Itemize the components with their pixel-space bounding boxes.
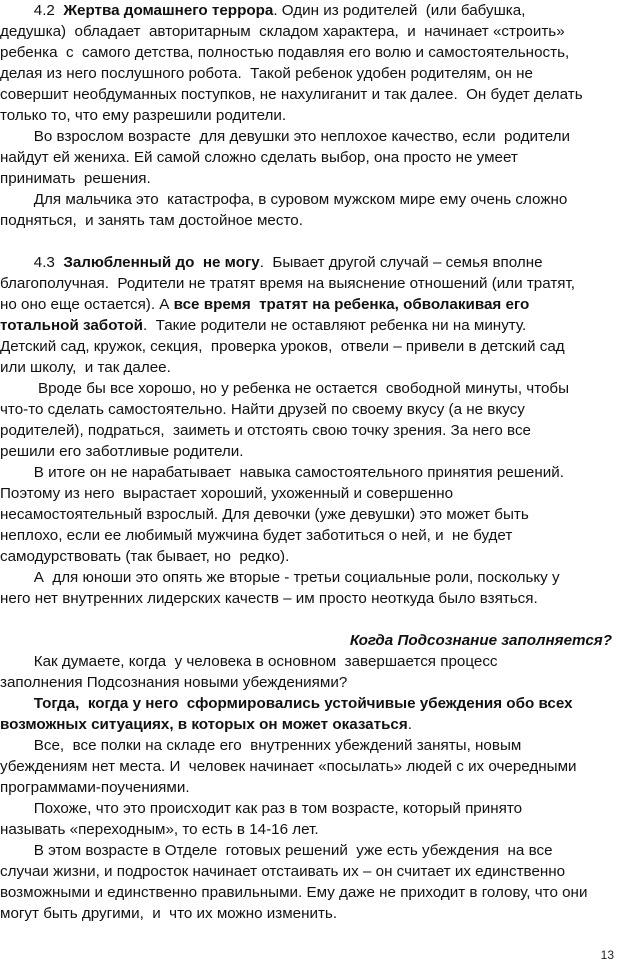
- text-run: решили его заботливые родители.: [0, 443, 244, 460]
- text-line: [0, 756, 620, 777]
- bold-text: Тогда, когда у него сформировались устойчивые убеждения обо всех: [0, 695, 573, 712]
- text-run: что-то сделать самостоятельно. Найти друзей по своему вкусу (а не вкусу: [0, 401, 525, 418]
- text-run: Детский сад, кружок, секция, проверка уроков, отвели – привели в детский сад: [0, 338, 565, 355]
- text-line: [0, 525, 620, 546]
- text-line: [0, 798, 620, 819]
- text-line: [0, 651, 620, 672]
- text-line: [0, 840, 620, 861]
- text-run: только то, что ему разрешили родители.: [0, 107, 287, 124]
- text-line: [0, 693, 620, 714]
- text-line: [0, 189, 620, 210]
- text-line: [0, 42, 620, 63]
- text-run: принимать решения.: [0, 170, 151, 187]
- text-run: .: [407, 716, 412, 733]
- text-run: программами-поучениями.: [0, 779, 190, 796]
- text-run: или школу, и так далее.: [0, 359, 171, 376]
- text-line: [0, 294, 620, 315]
- text-run: него нет внутренних лидерских качеств – им просто неоткуда было взяться.: [0, 590, 538, 607]
- text-run: . Один из родителей (или бабушка,: [273, 2, 526, 19]
- section-heading: [0, 630, 612, 651]
- text-line: [0, 168, 620, 189]
- text-line: [0, 63, 620, 84]
- text-run: несамостоятельный взрослый. Для девочки (уже девушки) это может быть: [0, 506, 529, 523]
- text-run: ребенка с самого детства, полностью подавляя его волю и самостоятельность,: [0, 44, 570, 61]
- text-run: возможными и единственно правильными. Ему даже не приходит в голову, что они: [0, 884, 588, 901]
- text-run: В этом возрасте в Отделе готовых решений уже есть убеждения на все: [0, 842, 553, 859]
- text-line: [0, 777, 620, 798]
- text-line: [0, 567, 620, 588]
- text-run: 4.3: [0, 254, 64, 271]
- text-run: А для юноши это опять же вторые - третьи социальные роли, поскольку у: [0, 569, 560, 586]
- text-run: называть «переходным», то есть в 14-16 лет.: [0, 821, 319, 838]
- text-line: [0, 273, 620, 294]
- text-run: но оно еще остается). А: [0, 296, 174, 313]
- text-run: случаи жизни, и подросток начинает отстаивать их – он считает их единственно: [0, 863, 566, 880]
- text-line: [0, 105, 620, 126]
- text-run: . Бывает другой случай – семья вполне: [259, 254, 543, 271]
- text-run: могут быть другими, и что их можно изменить.: [0, 905, 338, 922]
- text-line: [0, 336, 620, 357]
- text-run: Похоже, что это происходит как раз в том возрасте, который принято: [0, 800, 523, 817]
- text-line: [0, 861, 620, 882]
- text-line: [0, 588, 620, 609]
- text-line: [0, 399, 620, 420]
- text-line: [0, 0, 620, 21]
- text-run: Вроде бы все хорошо, но у ребенка не остается свободной минуты, чтобы: [0, 380, 570, 397]
- text-line: [0, 882, 620, 903]
- text-run: Поэтому из него вырастает хороший, ухоженный и совершенно: [0, 485, 454, 502]
- text-run: Как думаете, когда у человека в основном завершается процесс: [0, 653, 498, 670]
- bold-text: возможных ситуациях, в которых он может оказаться: [0, 716, 408, 733]
- text-run: Для мальчика это катастрофа, в суровом мужском мире ему очень сложно: [0, 191, 568, 208]
- text-run: найдут ей жениха. Ей самой сложно сделать выбор, она просто не умеет: [0, 149, 518, 166]
- text-line: [0, 504, 620, 525]
- text-line: [0, 126, 620, 147]
- text-line: [0, 315, 620, 336]
- text-line: [0, 714, 620, 735]
- text-line: [0, 441, 620, 462]
- text-line: [0, 252, 620, 273]
- text-line: [0, 378, 620, 399]
- text-run: подняться, и занять там достойное место.: [0, 212, 303, 229]
- text-line: [0, 462, 620, 483]
- text-run: делая из него послушного робота. Такой ребенок удобен родителям, он не: [0, 65, 533, 82]
- text-run: самодурствовать (так бывает, но редко).: [0, 548, 290, 565]
- bold-text: тотальной заботой: [0, 317, 143, 334]
- bold-text: все время тратят на ребенка, обволакивая его: [173, 296, 530, 313]
- text-run: 4.2: [0, 2, 64, 19]
- text-run: совершит необдуманных поступков, не нахулиганит и так далее. Он будет делать: [0, 86, 583, 103]
- text-line: [0, 147, 620, 168]
- text-line: [0, 210, 620, 231]
- text-line: [0, 21, 620, 42]
- text-run: убеждениям нет места. И человек начинает «посылать» людей с их очередными: [0, 758, 577, 775]
- text-line: [0, 903, 620, 924]
- text-line: [0, 84, 620, 105]
- bold-text: Залюбленный до не могу: [63, 254, 260, 271]
- text-line: [0, 357, 620, 378]
- text-run: Все, все полки на складе его внутренних убеждений заняты, новым: [0, 737, 522, 754]
- text-run: заполнения Подсознания новыми убеждениями?: [0, 674, 348, 691]
- text-line: [0, 420, 620, 441]
- text-line: [0, 735, 620, 756]
- text-line: [0, 672, 620, 693]
- text-run: дедушка) обладает авторитарным складом характера, и начинает «строить»: [0, 23, 565, 40]
- text-run: Когда Подсознание заполняется?: [349, 632, 612, 649]
- text-line: [0, 483, 620, 504]
- text-line: [0, 819, 620, 840]
- text-run: . Такие родители не оставляют ребенка ни на минуту.: [142, 317, 527, 334]
- text-run: В итоге он не нарабатывает навыка самостоятельного принятия решений.: [0, 464, 564, 481]
- text-run: Во взрослом возрасте для девушки это неплохое качество, если родители: [0, 128, 571, 145]
- text-line: [0, 546, 620, 567]
- page-number: 13: [600, 948, 614, 962]
- text-run: родителей), подраться, заиметь и отстоять свою точку зрения. За него все: [0, 422, 531, 439]
- bold-text: Жертва домашнего террора: [63, 2, 274, 19]
- text-run: неплохо, если ее любимый мужчина будет заботиться о ней, и не будет: [0, 527, 513, 544]
- text-run: благополучная. Родители не тратят время на выяснение отношений (или тратят,: [0, 275, 576, 292]
